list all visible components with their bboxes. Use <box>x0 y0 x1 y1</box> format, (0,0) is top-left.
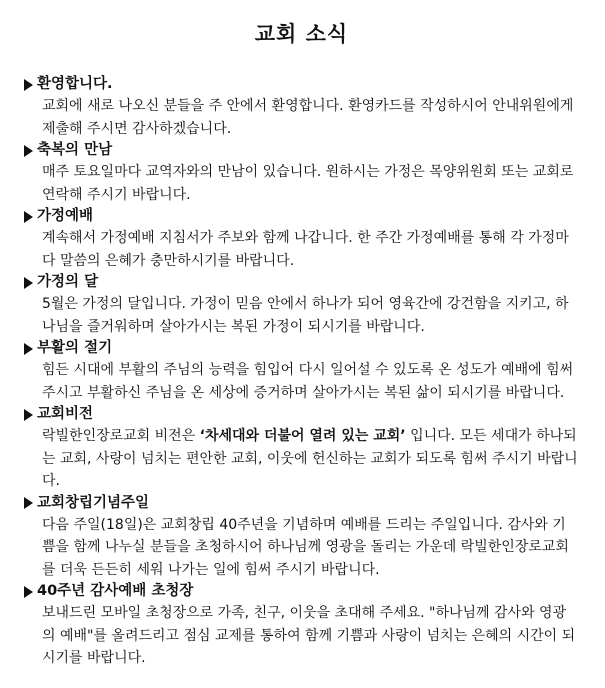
section-body <box>24 161 579 206</box>
section-heading <box>24 74 579 95</box>
triangle-bullet-icon <box>24 343 33 355</box>
section-heading <box>24 140 579 161</box>
section-body-text: 보내드린 모바일 초청장으로 가족, 친구, 이웃을 초대해 주세요. "하나님께 감사와 영광의 예배"를 올려드리고 점심 교제를 통하여 함께 기쁨과 사랑이 넘치는 은혜의 시간이 되시기를 바랍니다. <box>42 605 576 666</box>
section-heading <box>24 404 579 425</box>
section-body <box>24 425 579 493</box>
section-body <box>24 514 579 582</box>
section-anniversary-invitation <box>24 581 579 670</box>
section-body <box>24 293 579 338</box>
section-body <box>24 227 579 272</box>
section-church-vision <box>24 404 579 493</box>
section-resurrection-season <box>24 338 579 404</box>
vision-rest-text: 입니다. 모든 세대가 하나되는 교회, 사랑이 넘치는 편안한 교회, 이웃에 헌신하는 교회가 되도록 힘써 주시기 바랍니다. <box>42 428 578 489</box>
section-welcome <box>24 74 579 140</box>
section-family-month <box>24 272 579 338</box>
section-body-text: 계속해서 가정예배 지침서가 주보와 함께 나갑니다. 한 주간 가정예배를 통해 각 가정마다 말씀의 은혜가 충만하시기를 바랍니다. <box>42 230 569 269</box>
section-heading-text: 부활의 절기 <box>37 340 113 356</box>
triangle-bullet-icon <box>24 211 33 223</box>
page-title: 교회 소식 <box>254 22 349 46</box>
section-body-text: 다음 주일(18일)은 교회창립 40주년을 기념하며 예배를 드리는 주일입니다. 감사와 기쁨을 함께 나누실 분들을 초청하시어 하나님께 영광을 돌리는 가운데 락빌한인장로교회를 더욱 든든히 세워 나가는 일에 힘써 주시기 바랍니다. <box>42 516 569 578</box>
section-heading-text: 40주년 감사예배 초청장 <box>37 583 194 599</box>
triangle-bullet-icon <box>24 277 33 289</box>
triangle-bullet-icon <box>24 79 33 91</box>
section-body <box>24 95 579 140</box>
triangle-bullet-icon <box>24 145 33 157</box>
section-heading <box>24 493 579 514</box>
section-body-text: 매주 토요일마다 교역자와의 만남이 있습니다. 원하시는 가정은 목양위원회 또는 교회로 연락해 주시기 바랍니다. <box>42 164 574 203</box>
vision-intro-text: 락빌한인장로교회 비전은 <box>42 428 200 444</box>
section-body-text: 힘든 시대에 부활의 주님의 능력을 힘입어 다시 일어설 수 있도록 온 성도가 예배에 힘써 주시고 부활하신 주님을 온 세상에 증거하며 살아가시는 복된 삶이 되시기를 바랍니다. <box>42 362 574 401</box>
section-heading <box>24 206 579 227</box>
section-body-text: 교회에 새로 나오신 분들을 주 안에서 환영합니다. 환영카드를 작성하시어 안내위원에게 제출해 주시면 감사하겠습니다. <box>42 98 574 137</box>
section-founding-anniversary <box>24 493 579 582</box>
section-heading-text: 교회비전 <box>37 406 94 422</box>
section-heading <box>24 338 579 359</box>
vision-statement: ‘차세대와 더불어 열려 있는 교회’ <box>199 428 406 444</box>
triangle-bullet-icon <box>24 409 33 421</box>
section-body <box>24 359 579 404</box>
section-heading <box>24 272 579 293</box>
section-heading <box>24 581 579 602</box>
section-heading-text: 가정의 달 <box>37 274 99 290</box>
section-body-text <box>42 425 579 493</box>
section-heading-text: 교회창립기념주일 <box>37 494 150 511</box>
triangle-bullet-icon <box>24 497 33 509</box>
section-body-text: 5월은 가정의 달입니다. 가정이 믿음 안에서 하나가 되어 영육간에 강건함을 지키고, 하나님을 즐거워하며 살아가시는 복된 가정이 되시기를 바랍니다. <box>42 296 569 335</box>
section-family-worship <box>24 206 579 272</box>
section-body <box>24 602 579 670</box>
section-heading-text: 축복의 만남 <box>37 142 113 158</box>
section-heading-text: 환영합니다. <box>37 76 113 92</box>
triangle-bullet-icon <box>24 586 33 598</box>
section-heading-text: 가정예배 <box>37 208 94 224</box>
section-blessing-meeting <box>24 140 579 206</box>
